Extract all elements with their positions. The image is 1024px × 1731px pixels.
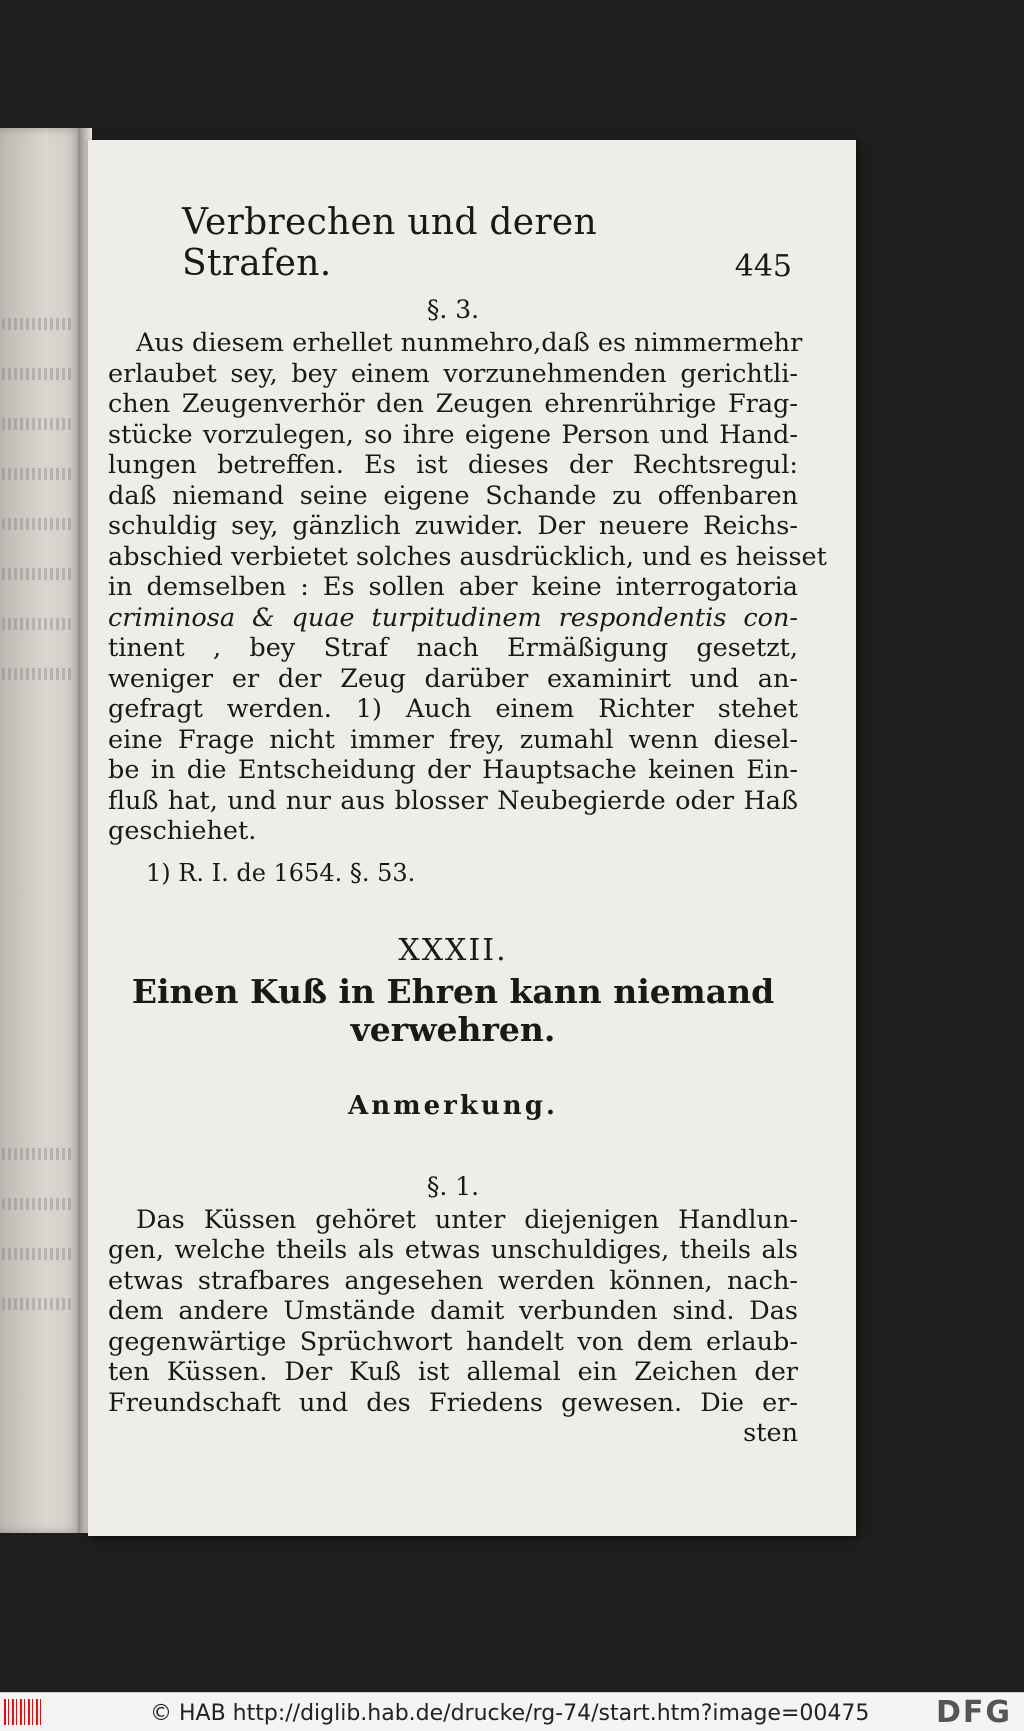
bleed-through (2, 668, 72, 680)
section-heading: §. 3. (426, 295, 480, 324)
bleed-through (2, 1198, 72, 1210)
running-title: Verbrechen und deren Strafen. (182, 202, 597, 284)
chapter-number: XXXII. (398, 932, 508, 968)
text-line: criminosa & quae turpitudinem respondentis con- (108, 602, 798, 633)
text-line: fluß hat, und nur aus blosser Neubegierde oder Haß (108, 785, 798, 816)
text-line: etwas strafbares angesehen werden können, nach- (108, 1265, 798, 1296)
text-line: schuldig sey, gänzlich zuwider. Der neuere Reichs- (108, 511, 798, 541)
bleed-through (2, 618, 72, 630)
text-line: erlaubet sey, bey einem vorzunehmenden gerichtli- (108, 358, 798, 389)
bleed-through (2, 468, 72, 480)
text-line: Das Küssen gehöret unter diejenigen Handlun- (136, 1204, 798, 1235)
text-line: dem andere Umstände damit verbunden sind. Das (108, 1296, 798, 1326)
footnote: 1) R. I. de 1654. §. 53. (146, 858, 416, 887)
text-line: daß niemand seine eigene Schande zu offenbaren (108, 480, 798, 511)
section-heading: §. 1. (426, 1171, 480, 1201)
bleed-through (2, 518, 72, 530)
running-header (182, 202, 792, 284)
text-line: gen, welche theils als etwas unschuldiges, theils als (108, 1235, 798, 1265)
text-line: stücke vorzulegen, so ihre eigene Person und Hand- (108, 419, 798, 450)
bleed-through (2, 1248, 72, 1260)
facing-page-edge (0, 128, 82, 1533)
text-line: gegenwärtige Sprüchwort handelt von dem erlaub- (108, 1326, 798, 1357)
text-line: abschied verbietet solches ausdrücklich, und es heisset (108, 541, 827, 572)
bleed-through (2, 1298, 72, 1310)
main-text (108, 292, 827, 1449)
catchword: sten (743, 1418, 798, 1448)
chapter-title-line: verwehren. (350, 1009, 556, 1049)
dfg-logo: DFG (935, 1695, 1012, 1730)
text-line: geschiehet. (108, 816, 257, 846)
text-line: eine Frage nicht immer frey, zumahl wenn diesel- (108, 724, 798, 755)
text-line: in demselben : Es sollen aber keine interrogatoria (108, 572, 798, 602)
text-line: Freundschaft und des Friedens gewesen. Die er- (108, 1387, 798, 1418)
text-line: be in die Entscheidung der Hauptsache keinen Ein- (108, 755, 798, 785)
bleed-through (2, 1148, 72, 1160)
text-line: weniger er der Zeug darüber examinirt und an- (108, 663, 798, 694)
bleed-through (2, 318, 72, 330)
text-line: gefragt werden. 1) Auch einem Richter stehet (108, 694, 798, 724)
chapter-title-line: Einen Kuß in Ehren kann niemand (131, 971, 775, 1011)
barcode-icon (4, 1699, 44, 1725)
text-line: ten Küssen. Der Kuß ist allemal ein Zeichen der (108, 1357, 798, 1387)
text-line: lungen betreffen. Es ist dieses der Rechtsregul: (108, 450, 798, 480)
book-page (88, 140, 856, 1536)
bleed-through (2, 418, 72, 430)
text-line: Aus diesem erhellet nunmehro,daß es nimmermehr (136, 328, 803, 358)
text-line: chen Zeugenverhör den Zeugen ehrenrührige Frag- (108, 389, 798, 419)
annotation-heading: Anmerkung. (348, 1090, 558, 1121)
text-line: tinent , bey Straf nach Ermäßigung gesetzt, (108, 633, 798, 663)
bleed-through (2, 368, 72, 380)
source-link[interactable]: © HAB http://diglib.hab.de/drucke/rg-74/start.htm?image=00475 (150, 1701, 870, 1726)
bleed-through (2, 568, 72, 580)
page-number: 445 (734, 249, 792, 284)
viewer-footer (0, 1692, 1024, 1731)
